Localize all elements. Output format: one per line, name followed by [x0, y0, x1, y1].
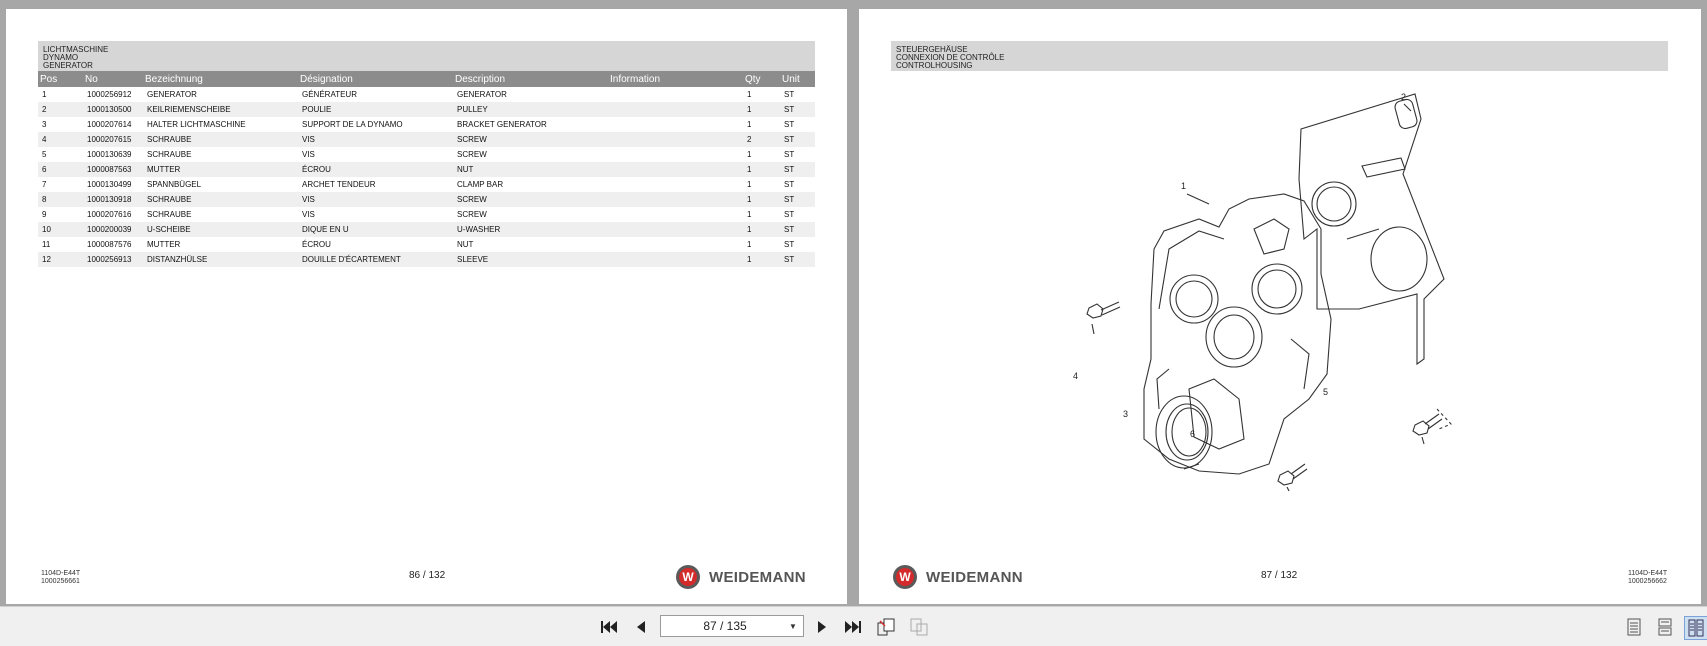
cell-description: NUT	[457, 240, 474, 249]
cell-qty: 1	[743, 162, 780, 177]
cell-description: SCREW	[457, 210, 487, 219]
callout-3: 3	[1123, 409, 1129, 419]
viewer-toolbar	[0, 606, 1707, 646]
callout-6: 6	[1190, 429, 1196, 439]
cell-information	[608, 207, 743, 222]
fit-page-icon[interactable]	[875, 616, 897, 638]
cell-bezeichnung: MUTTER	[143, 162, 298, 177]
table-row	[38, 117, 815, 132]
bolt-5	[1413, 414, 1442, 435]
cell-pos: 5	[42, 150, 47, 159]
cell-information	[608, 252, 743, 267]
cell-description: CLAMP BAR	[457, 180, 504, 189]
cell-unit: ST	[780, 102, 815, 117]
cell-information	[608, 147, 743, 162]
header-line-de: STEUERGEHÄUSE	[896, 45, 968, 54]
footer-model: 1104D-E44T	[41, 570, 81, 577]
table-row	[38, 87, 815, 102]
cell-no: 1000087563	[83, 162, 143, 177]
col-no: No	[83, 71, 143, 87]
cell-information	[608, 132, 743, 147]
gasket-tab	[1394, 98, 1419, 130]
cell-unit: ST	[780, 252, 815, 267]
logo-badge-icon: W	[893, 565, 917, 589]
cell-designation: SUPPORT DE LA DYNAMO	[302, 120, 403, 129]
cell-information	[608, 102, 743, 117]
cell-information	[608, 192, 743, 207]
footer-doc-number: 1000256661	[41, 578, 80, 585]
cell-no: 1000130499	[87, 180, 132, 189]
footer-doc-id	[1628, 570, 1667, 586]
cell-pos: 6	[38, 162, 83, 177]
table-row	[38, 102, 815, 117]
bolt-6	[1278, 464, 1307, 485]
page-number-input[interactable]	[660, 615, 804, 637]
cell-designation: VIS	[302, 210, 315, 219]
table-row	[38, 192, 815, 207]
cell-information	[608, 222, 743, 237]
cell-description: SCREW	[453, 192, 608, 207]
cell-unit: ST	[784, 210, 795, 219]
cell-qty: 1	[743, 252, 780, 267]
footer-doc-id	[41, 570, 80, 586]
col-description: Description	[453, 71, 608, 87]
cell-no: 1000207615	[83, 132, 143, 147]
callout-4: 4	[1073, 371, 1079, 381]
continuous-view-icon[interactable]	[1654, 616, 1676, 638]
page-number: 87 / 132	[1261, 570, 1298, 581]
cell-bezeichnung: KEILRIEMENSCHEIBE	[143, 102, 298, 117]
first-page-icon[interactable]	[598, 616, 620, 638]
cell-qty: 1	[747, 210, 752, 219]
cell-pos: 10	[38, 222, 83, 237]
cell-information	[608, 117, 743, 132]
table-row	[38, 132, 815, 147]
col-bezeichnung: Bezeichnung	[143, 71, 298, 87]
cell-pos: 1	[42, 90, 47, 99]
col-information: Information	[608, 71, 743, 87]
footer-model: 1104D-E44T	[1628, 570, 1668, 577]
prev-page-icon[interactable]	[630, 616, 652, 638]
cell-qty: 1	[747, 90, 752, 99]
cell-bezeichnung: HALTER LICHTMASCHINE	[147, 120, 246, 129]
cell-description: U-WASHER	[453, 222, 608, 237]
cell-no: 1000207614	[87, 120, 132, 129]
cell-bezeichnung: U-SCHEIBE	[143, 222, 298, 237]
col-unit: Unit	[780, 71, 815, 87]
weidemann-logo	[676, 563, 806, 591]
cell-designation: DIQUE EN U	[298, 222, 453, 237]
cell-qty: 2	[743, 132, 780, 147]
right-page	[859, 9, 1701, 604]
cell-information	[608, 237, 743, 252]
cell-description: PULLEY	[453, 102, 608, 117]
parts-table-body	[38, 87, 815, 267]
cell-qty: 1	[747, 240, 752, 249]
section-header	[38, 41, 815, 71]
cell-description: BRACKET GENERATOR	[457, 120, 547, 129]
cell-unit: ST	[784, 90, 795, 99]
cell-information	[608, 177, 743, 192]
section-header	[891, 41, 1668, 71]
table-row	[38, 237, 815, 252]
weidemann-logo	[893, 563, 1023, 591]
cell-unit: ST	[780, 162, 815, 177]
cell-qty: 1	[743, 102, 780, 117]
header-line-en: CONTROLHOUSING	[896, 61, 973, 70]
left-page	[6, 9, 847, 604]
table-row	[38, 207, 815, 222]
header-line-fr: CONNEXION DE CONTRÔLE	[896, 53, 1005, 62]
cell-designation: ÉCROU	[302, 240, 331, 249]
cell-description: SCREW	[453, 132, 608, 147]
page-number: 86 / 132	[409, 570, 446, 581]
cell-pos: 2	[38, 102, 83, 117]
cell-no: 1000087576	[87, 240, 132, 249]
header-line-en: GENERATOR	[43, 61, 93, 70]
cell-bezeichnung: GENERATOR	[147, 90, 197, 99]
cell-bezeichnung: SCHRAUBE	[147, 210, 192, 219]
header-line-de: LICHTMASCHINE	[43, 45, 109, 54]
table-row	[38, 252, 815, 267]
cell-unit: ST	[780, 222, 815, 237]
single-page-view-icon[interactable]	[1623, 616, 1645, 638]
cell-qty: 1	[743, 222, 780, 237]
cell-pos: 9	[42, 210, 47, 219]
cell-designation: DOUILLE D'ÉCARTEMENT	[298, 252, 453, 267]
cell-no: 1000130639	[87, 150, 132, 159]
logo-text: WEIDEMANN	[709, 568, 806, 586]
cell-description: GENERATOR	[457, 90, 507, 99]
cell-pos: 7	[42, 180, 47, 189]
logo-text: WEIDEMANN	[926, 568, 1023, 586]
bolt-4	[1087, 302, 1120, 318]
two-page-view-icon[interactable]	[1684, 616, 1707, 640]
cell-designation: ARCHET TENDEUR	[302, 180, 376, 189]
chevron-down-icon[interactable]: ▼	[789, 621, 797, 631]
cell-bezeichnung: SCHRAUBE	[143, 132, 298, 147]
col-pos: Pos	[38, 71, 83, 87]
cell-no: 1000256913	[83, 252, 143, 267]
cell-qty: 1	[747, 180, 752, 189]
callout-1: 1	[1181, 181, 1187, 191]
cell-unit: ST	[784, 180, 795, 189]
cell-information	[608, 87, 743, 102]
compare-icon[interactable]	[908, 616, 930, 638]
cell-unit: ST	[784, 150, 795, 159]
cell-qty: 1	[743, 192, 780, 207]
cell-unit: ST	[780, 192, 815, 207]
cell-qty: 1	[747, 120, 752, 129]
cell-no: 1000130918	[83, 192, 143, 207]
table-row	[38, 222, 815, 237]
cell-information	[608, 162, 743, 177]
cell-pos: 4	[38, 132, 83, 147]
header-line-fr: DYNAMO	[43, 53, 79, 62]
cell-bezeichnung: SCHRAUBE	[143, 192, 298, 207]
cell-description: NUT	[453, 162, 608, 177]
cell-unit: ST	[784, 240, 795, 249]
cell-pos: 3	[42, 120, 47, 129]
cell-pos: 8	[38, 192, 83, 207]
table-row	[38, 177, 815, 192]
cell-designation: VIS	[298, 132, 453, 147]
cell-unit: ST	[784, 120, 795, 129]
col-qty: Qty	[743, 71, 780, 87]
cell-pos: 12	[38, 252, 83, 267]
seal	[1156, 396, 1212, 468]
cell-designation: ÉCROU	[298, 162, 453, 177]
cell-description: SLEEVE	[453, 252, 608, 267]
cell-bezeichnung: SPANNBÜGEL	[147, 180, 202, 189]
cell-bezeichnung: DISTANZHÜLSE	[143, 252, 298, 267]
callout-2: 2	[1401, 92, 1407, 102]
next-page-icon[interactable]	[811, 616, 833, 638]
footer-doc-number: 1000256662	[1628, 578, 1667, 585]
table-row	[38, 147, 815, 162]
last-page-icon[interactable]	[842, 616, 864, 638]
page-indicator: 87 / 135	[703, 619, 747, 633]
cell-no: 1000207616	[87, 210, 132, 219]
col-designation: Désignation	[298, 71, 453, 87]
cell-description: SCREW	[457, 150, 487, 159]
cell-designation: VIS	[302, 150, 315, 159]
cell-bezeichnung: MUTTER	[147, 240, 181, 249]
cell-designation: VIS	[298, 192, 453, 207]
cell-bezeichnung: SCHRAUBE	[147, 150, 192, 159]
cell-no: 1000256912	[87, 90, 132, 99]
table-row	[38, 162, 815, 177]
parts-table	[38, 71, 815, 267]
cell-pos: 11	[42, 240, 51, 249]
cell-unit: ST	[780, 132, 815, 147]
logo-badge-icon: W	[676, 565, 700, 589]
cell-designation: GÉNÉRATEUR	[302, 90, 357, 99]
control-housing-exploded-diagram	[1059, 79, 1479, 554]
callout-5: 5	[1323, 387, 1329, 397]
cell-designation: POULIE	[298, 102, 453, 117]
cell-qty: 1	[747, 150, 752, 159]
cell-no: 1000200039	[83, 222, 143, 237]
table-header-row	[38, 71, 815, 87]
cell-no: 1000130500	[83, 102, 143, 117]
